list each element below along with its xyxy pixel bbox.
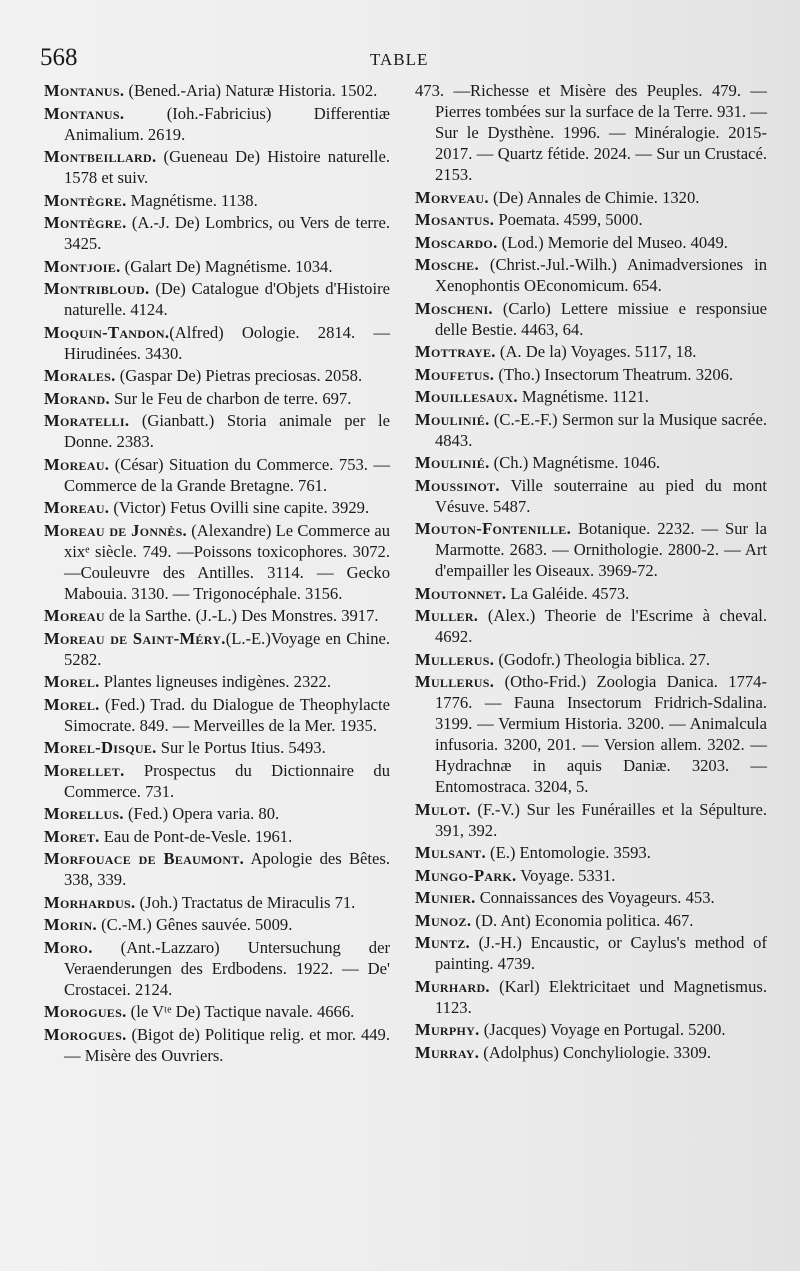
index-entry bbox=[44, 694, 390, 736]
entry-heading: Muller. bbox=[415, 606, 479, 625]
entry-text: (J.-H.) Encaustic, or Caylus's method of painting. 4739. bbox=[435, 933, 767, 973]
index-entry bbox=[44, 737, 390, 758]
entry-heading: Moreau. bbox=[44, 498, 110, 517]
entry-heading: Morfouace de Beaumont. bbox=[44, 849, 245, 868]
entry-heading: Moreau bbox=[44, 606, 105, 625]
entry-heading: Mullerus. bbox=[415, 649, 495, 669]
index-entry bbox=[415, 865, 767, 886]
entry-heading: Morellus. bbox=[44, 804, 124, 823]
index-entry bbox=[44, 410, 390, 452]
entry-heading: Montribloud. bbox=[44, 279, 150, 298]
running-title: TABLE bbox=[370, 50, 429, 69]
entry-heading: Mungo-Park. bbox=[415, 865, 517, 885]
entry-text: (A.-J. De) Lombrics, ou Vers de terre. 3425. bbox=[64, 213, 390, 253]
entry-heading: Moscardo. bbox=[415, 232, 498, 252]
entry-heading: Montègre. bbox=[44, 190, 127, 210]
index-entry bbox=[415, 842, 767, 863]
index-entry bbox=[415, 605, 767, 647]
index-entry bbox=[44, 1024, 390, 1066]
entry-heading: Morand. bbox=[44, 388, 110, 408]
index-entry bbox=[415, 887, 767, 908]
entry-heading: Mullerus. bbox=[415, 672, 495, 691]
entry-text: Apologie des Bêtes. 338, 339. bbox=[64, 849, 391, 889]
entry-text: Sur le Portus Itius. 5493. bbox=[156, 738, 326, 757]
entry-text: (D. Ant) Economia politica. 467. bbox=[471, 910, 694, 930]
index-entry bbox=[44, 892, 390, 913]
entry-heading: Morhardus. bbox=[44, 892, 136, 912]
entry-text: (Alfred) Oologie. 2814. —Hirudinées. 3430. bbox=[64, 322, 390, 363]
entry-text: Magnétisme. 1121. bbox=[517, 387, 649, 406]
entry-heading: Munier. bbox=[415, 888, 476, 907]
index-entry bbox=[415, 671, 767, 797]
entry-text: Poemata. 4599, 5000. bbox=[494, 210, 643, 229]
entry-heading: Moufetus. bbox=[415, 364, 495, 384]
entry-heading: Morel. bbox=[44, 694, 100, 714]
index-entry bbox=[44, 826, 390, 847]
entry-text: Botanique. 2232. — Sur la Marmotte. 2683. — Ornithologie. 2800-2. — Art d'empailler les Oiseaux. 3969-72. bbox=[435, 519, 767, 580]
entry-heading: Moreau de Jonnès. bbox=[44, 520, 187, 540]
entry-text: (Ioh.-Fabricius) Differentiæ Animalium. 2619. bbox=[64, 103, 390, 144]
entry-text: (Godofr.) Theologia biblica. 27. bbox=[494, 649, 711, 669]
entry-text: Prospectus du Dictionnaire du Commerce. 731. bbox=[64, 760, 390, 801]
entry-heading: Moratelli. bbox=[44, 411, 130, 430]
entry-heading: Mottraye. bbox=[415, 342, 496, 361]
entry-heading: Montjoie. bbox=[44, 256, 121, 276]
entry-heading: Mosantus. bbox=[415, 210, 495, 229]
index-entry bbox=[44, 454, 390, 496]
entry-heading: Moret. bbox=[44, 826, 100, 846]
entry-text: (C.-M.) Gênes sauvée. 5009. bbox=[96, 915, 293, 934]
entry-text: (Karl) Elektricitaet und Magnetismus. 1123. bbox=[435, 976, 767, 1017]
entry-text: (C.-E.-F.) Sermon sur la Musique sacrée. 4843. bbox=[435, 409, 767, 450]
index-entry bbox=[415, 976, 767, 1018]
index-entry bbox=[415, 518, 767, 581]
entry-text: Magnétisme. 1138. bbox=[126, 190, 258, 210]
index-entry bbox=[415, 187, 767, 208]
entry-text: (Christ.-Jul.-Wilh.) Animadversiones in Xenophontis OEconomicum. 654. bbox=[435, 255, 767, 295]
entry-text: (L.-E.)Voyage en Chine. 5282. bbox=[64, 628, 391, 669]
entry-heading: Mouillesaux. bbox=[415, 387, 518, 406]
index-entry bbox=[44, 520, 390, 604]
index-entry bbox=[415, 932, 767, 974]
entry-text: (Alexandre) Le Commerce au xixᵉ siècle. 749. —Poissons toxicophores. 3072. —Couleuvre des Antilles. 3114. — Gecko Mabouia. 3130. — Trigonocéphale. 3156. bbox=[64, 520, 390, 603]
entry-text: (F.-V.) Sur les Funérailles et la Sépulture. 391, 392. bbox=[435, 799, 767, 840]
left-column bbox=[44, 80, 390, 1067]
entry-text: (Adolphus) Conchyliologie. 3309. bbox=[479, 1042, 711, 1062]
index-entry bbox=[44, 190, 390, 211]
entry-text: Plantes ligneuses indigènes. 2322. bbox=[99, 672, 331, 691]
entry-heading: Morales. bbox=[44, 366, 116, 385]
entry-heading: Moreau de Saint-Méry. bbox=[44, 628, 226, 648]
entry-heading: Mouton-Fontenille. bbox=[415, 519, 572, 538]
entry-heading: Montanus. bbox=[44, 81, 125, 100]
entry-heading: Montbeillard. bbox=[44, 147, 157, 166]
entry-text: (A. De la) Voyages. 5117, 18. bbox=[495, 342, 697, 361]
entry-heading: Murray. bbox=[415, 1042, 480, 1062]
entry-heading: Montanus. bbox=[44, 103, 125, 123]
entry-text: (Ant.-Lazzaro) Untersuchung der Veraenderungen des Erdbodens. 1922. — De' Crostacei. 2124. bbox=[64, 937, 390, 999]
index-entry bbox=[44, 256, 390, 277]
entry-text: (Fed.) Opera varia. 80. bbox=[123, 804, 280, 823]
index-entry bbox=[415, 232, 767, 253]
entry-text: Sur le Feu de charbon de terre. 697. bbox=[109, 388, 352, 408]
index-entry bbox=[415, 475, 767, 517]
index-entry bbox=[44, 80, 390, 101]
entry-heading: Morogues. bbox=[44, 1024, 127, 1044]
entry-text: de la Sarthe. (J.-L.) Des Monstres. 3917. bbox=[104, 606, 379, 625]
entry-text: (Joh.) Tractatus de Miraculis 71. bbox=[135, 892, 356, 912]
page-number: 568 bbox=[40, 44, 78, 71]
page-header bbox=[40, 44, 760, 74]
index-entry bbox=[44, 803, 390, 824]
entry-heading: Morellet. bbox=[44, 760, 125, 780]
index-entry bbox=[415, 364, 767, 385]
index-entry bbox=[44, 848, 390, 890]
entry-text: (De) Catalogue d'Objets d'Histoire naturelle. 4124. bbox=[64, 279, 390, 319]
entry-heading: Mulot. bbox=[415, 799, 471, 819]
entry-text: (le Vᵗᵉ De) Tactique navale. 4666. bbox=[126, 1002, 355, 1021]
entry-heading: Mulsant. bbox=[415, 843, 486, 862]
entry-text: (Bened.-Aria) Naturæ Historia. 1502. bbox=[124, 81, 378, 100]
index-entry bbox=[415, 452, 767, 473]
index-entry bbox=[415, 341, 767, 362]
index-entry bbox=[44, 212, 390, 254]
right-column bbox=[415, 80, 767, 1064]
entry-heading: Morel. bbox=[44, 672, 100, 691]
index-entry bbox=[44, 760, 390, 802]
index-entry bbox=[44, 365, 390, 386]
entry-text: La Galéide. 4573. bbox=[506, 583, 630, 603]
index-entry bbox=[415, 649, 767, 670]
entry-text: (Fed.) Trad. du Dialogue de Theophylacte Simocrate. 849. — Merveilles de la Mer. 1935. bbox=[64, 694, 390, 735]
index-entry bbox=[44, 914, 390, 935]
entry-heading: Muntz. bbox=[415, 933, 470, 952]
entry-heading: Moscheni. bbox=[415, 298, 493, 318]
entry-text: Ville souterraine au pied du mont Vésuve. 5487. bbox=[435, 475, 767, 516]
entry-text: (E.) Entomologie. 3593. bbox=[485, 843, 651, 862]
entry-heading: Moutonnet. bbox=[415, 583, 507, 603]
entry-text: (Tho.) Insectorum Theatrum. 3206. bbox=[494, 364, 734, 384]
entry-heading: Moquin-Tandon. bbox=[44, 322, 170, 342]
index-entry bbox=[415, 799, 767, 841]
index-entry bbox=[415, 298, 767, 340]
entry-text: (César) Situation du Commerce. 753. — Commerce de la Grande Bretagne. 761. bbox=[64, 454, 390, 495]
entry-text: (Alex.) Theorie de l'Escrime à cheval. 4692. bbox=[435, 606, 767, 646]
entry-text: (Jacques) Voyage en Portugal. 5200. bbox=[479, 1020, 726, 1039]
index-entry bbox=[415, 409, 767, 451]
entry-heading: Murphy. bbox=[415, 1020, 480, 1039]
entry-text: (Victor) Fetus Ovilli sine capite. 3929. bbox=[109, 498, 370, 517]
entry-text: Voyage. 5331. bbox=[516, 865, 616, 885]
index-entry bbox=[44, 1001, 390, 1022]
entry-heading: Munoz. bbox=[415, 910, 472, 930]
index-entry bbox=[44, 103, 390, 145]
index-entry bbox=[415, 209, 767, 230]
entry-heading: Murhard. bbox=[415, 976, 490, 996]
entry-text: (Galart De) Magnétisme. 1034. bbox=[120, 256, 333, 276]
entry-text: (Bigot de) Politique relig. et mor. 449. — Misère des Ouvriers. bbox=[64, 1024, 390, 1065]
entry-text: (Ch.) Magnétisme. 1046. bbox=[489, 453, 661, 472]
index-entry bbox=[44, 388, 390, 409]
index-entry bbox=[415, 583, 767, 604]
index-entry bbox=[415, 1042, 767, 1063]
entry-heading: Morveau. bbox=[415, 187, 489, 207]
entry-text: (Carlo) Lettere missiue e responsiue delle Bestie. 4463, 64. bbox=[435, 298, 767, 339]
entry-heading: Moreau. bbox=[44, 454, 110, 474]
index-entry bbox=[44, 605, 390, 626]
index-entry bbox=[44, 628, 390, 670]
index-entry bbox=[415, 254, 767, 296]
entry-heading: Mosche. bbox=[415, 255, 479, 274]
entry-text: Eau de Pont-de-Vesle. 1961. bbox=[99, 826, 293, 846]
index-entry bbox=[415, 910, 767, 931]
index-entry bbox=[44, 278, 390, 320]
index-entry bbox=[415, 1019, 767, 1040]
entry-heading: Morin. bbox=[44, 915, 97, 934]
index-entry bbox=[415, 80, 767, 185]
index-entry bbox=[415, 386, 767, 407]
entry-text: (Gianbatt.) Storia animale per le Donne. 2383. bbox=[64, 411, 390, 451]
entry-heading: Moro. bbox=[44, 937, 93, 957]
entry-heading: Moussinot. bbox=[415, 475, 500, 495]
index-entry bbox=[44, 146, 390, 188]
entry-text: (Gaspar De) Pietras preciosas. 2058. bbox=[115, 366, 363, 385]
entry-heading: Moulinié. bbox=[415, 409, 490, 429]
entry-text: (Lod.) Memorie del Museo. 4049. bbox=[497, 232, 728, 252]
entry-text: Connaissances des Voyageurs. 453. bbox=[475, 888, 715, 907]
index-entry bbox=[44, 671, 390, 692]
entry-text: (De) Annales de Chimie. 1320. bbox=[488, 187, 700, 207]
entry-heading: Morel-Disque. bbox=[44, 738, 157, 757]
entry-heading: Moulinié. bbox=[415, 453, 490, 472]
entry-text: (Gueneau De) Histoire naturelle. 1578 et suiv. bbox=[64, 147, 390, 187]
entry-text: (Otho-Frid.) Zoologia Danica. 1774-1776. — Fauna Insectorum Fridrich-Sdalina. 3199. — Vermium Historia. 3200. — Animalcula infusoria. 3200, 201. — Version allem. 3202. — Hydrachnæ in aquis Daniæ. 3203. — Entomostraca. 3204, 5. bbox=[435, 672, 767, 796]
entry-heading: Montègre. bbox=[44, 213, 127, 232]
entry-text: 473. —Richesse et Misère des Peuples. 479. — Pierres tombées sur la surface de la Terre. 931. — Sur le Dysthène. 1996. — Minéralogie. 2015-2017. — Quartz fétide. 2024. — Sur un Crustacé. 2153. bbox=[415, 81, 767, 184]
index-entry bbox=[44, 322, 390, 364]
index-entry bbox=[44, 937, 390, 1000]
entry-heading: Morogues. bbox=[44, 1002, 127, 1021]
index-entry bbox=[44, 497, 390, 518]
